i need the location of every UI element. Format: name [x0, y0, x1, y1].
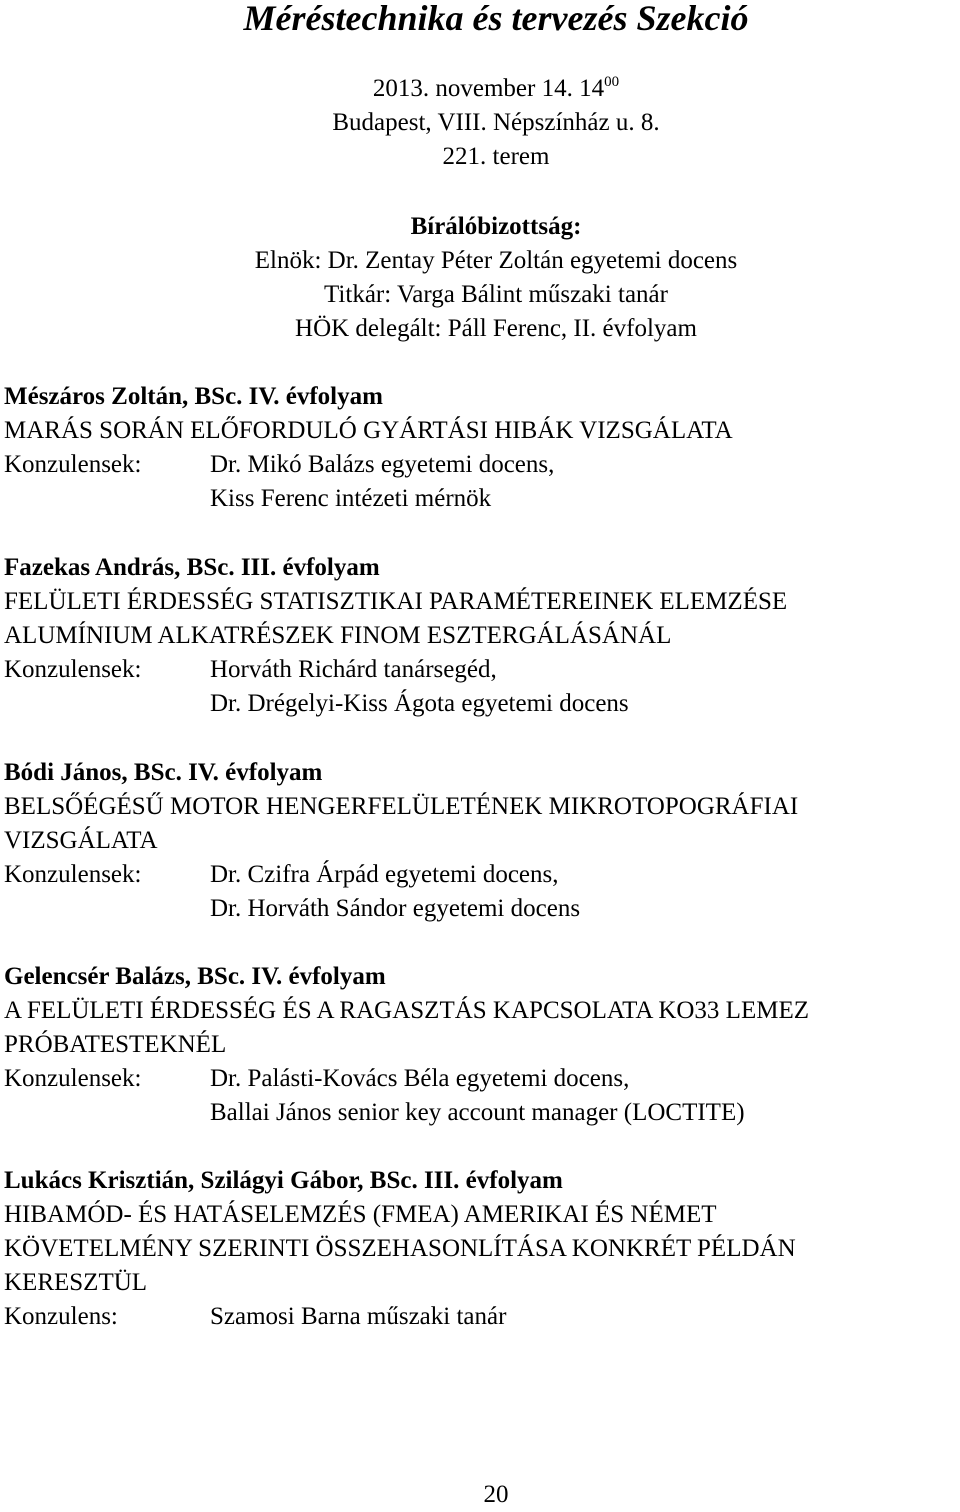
advisor-name: Ballai János senior key account manager (LOCTITE)	[210, 1099, 745, 1126]
presentation-title: FELÜLETI ÉRDESSÉG STATISZTIKAI PARAMÉTEREINEK ELEMZÉSE	[4, 588, 788, 615]
presentation-entry	[4, 1164, 960, 1334]
committee-heading: Bírálóbizottság:	[410, 213, 582, 240]
advisor-label: Konzulensek:	[4, 861, 142, 888]
student-name: Mészáros Zoltán, BSc. IV. évfolyam	[4, 383, 383, 410]
event-date-text: 2013. november 14. 14	[372, 75, 605, 102]
advisors	[4, 448, 960, 516]
student-name: Gelencsér Balázs, BSc. IV. évfolyam	[4, 963, 386, 990]
advisor-name: Dr. Czifra Árpád egyetemi docens,	[210, 861, 559, 888]
event-room: 221. terem	[442, 143, 550, 170]
presentation-entry	[4, 551, 960, 721]
advisors	[4, 1300, 960, 1334]
advisor-label: Konzulensek:	[4, 451, 142, 478]
presentation-entry	[4, 380, 960, 516]
presentation-title: MARÁS SORÁN ELŐFORDULÓ GYÁRTÁSI HIBÁK VIZSGÁLATA	[4, 417, 733, 444]
advisor-name: Dr. Mikó Balázs egyetemi docens,	[210, 451, 555, 478]
presentation-entry	[4, 960, 960, 1130]
presentation-title: A FELÜLETI ÉRDESSÉG ÉS A RAGASZTÁS KAPCSOLATA KO33 LEMEZ	[4, 997, 809, 1024]
presentation-entry	[4, 756, 960, 926]
advisor-label: Konzulensek:	[4, 1065, 142, 1092]
committee-chair: Elnök: Dr. Zentay Péter Zoltán egyetemi docens	[254, 247, 738, 274]
advisor-name: Kiss Ferenc intézeti mérnök	[210, 485, 492, 512]
page-number: 20	[483, 1481, 509, 1508]
advisors	[4, 653, 960, 721]
event-address: Budapest, VIII. Népszínház u. 8.	[332, 109, 660, 136]
section-title: Méréstechnika és tervezés Szekció	[243, 0, 749, 38]
presentation-title: BELSŐÉGÉSŰ MOTOR HENGERFELÜLETÉNEK MIKROTOPOGRÁFIAI	[4, 793, 799, 820]
presentation-title: KÖVETELMÉNY SZERINTI ÖSSZEHASONLÍTÁSA KONKRÉT PÉLDÁN	[4, 1235, 796, 1262]
student-name: Bódi János, BSc. IV. évfolyam	[4, 759, 323, 786]
committee-delegate: HÖK delegált: Páll Ferenc, II. évfolyam	[295, 315, 697, 342]
presentation-title: VIZSGÁLATA	[4, 827, 158, 854]
advisor-name: Dr. Palásti-Kovács Béla egyetemi docens,	[210, 1065, 630, 1092]
presentation-title: HIBAMÓD- ÉS HATÁSELEMZÉS (FMEA) AMERIKAI ÉS NÉMET	[4, 1201, 717, 1228]
advisors	[4, 1062, 960, 1130]
presentation-title: KERESZTÜL	[4, 1269, 148, 1296]
advisor-name: Horváth Richárd tanársegéd,	[210, 656, 497, 683]
committee	[0, 210, 960, 346]
advisor-name: Dr. Horváth Sándor egyetemi docens	[210, 895, 581, 922]
student-name: Fazekas András, BSc. III. évfolyam	[4, 554, 380, 581]
event-time-superscript: 00	[604, 74, 620, 90]
advisor-label: Konzulens:	[4, 1303, 118, 1330]
advisor-name: Dr. Drégelyi-Kiss Ágota egyetemi docens	[210, 690, 629, 717]
presentation-title: ALUMÍNIUM ALKATRÉSZEK FINOM ESZTERGÁLÁSÁNÁL	[4, 622, 672, 649]
presentation-title: PRÓBATESTEKNÉL	[4, 1031, 227, 1058]
advisor-name: Szamosi Barna műszaki tanár	[210, 1303, 507, 1330]
event-info	[0, 72, 960, 174]
advisors	[4, 858, 960, 926]
committee-secretary: Titkár: Varga Bálint műszaki tanár	[324, 281, 668, 308]
student-name: Lukács Krisztián, Szilágyi Gábor, BSc. III. évfolyam	[4, 1167, 563, 1194]
event-date	[0, 72, 960, 106]
advisor-label: Konzulensek:	[4, 656, 142, 683]
